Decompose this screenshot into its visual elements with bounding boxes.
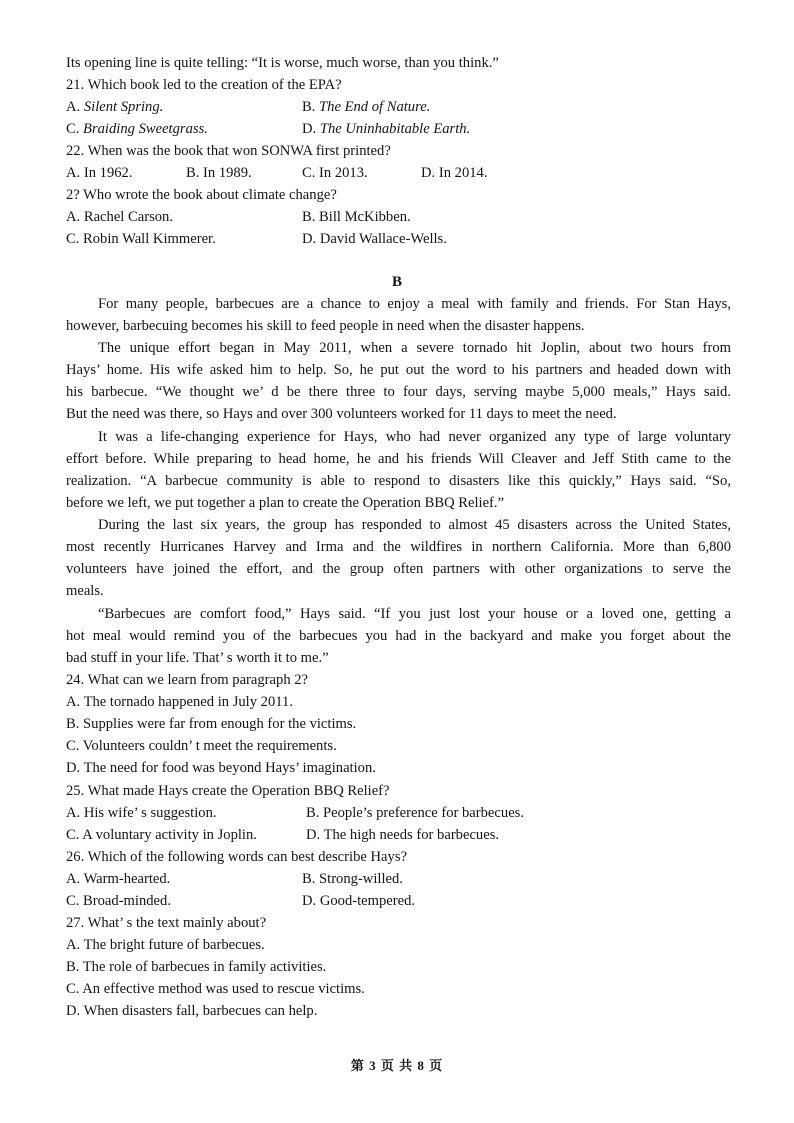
q22-option-d: D. In 2014. xyxy=(421,165,488,181)
option-text: The Uninhabitable Earth. xyxy=(319,121,471,137)
q26-stem: 26. Which of the following words can best describe Hays? xyxy=(66,849,407,865)
intro-line: Its opening line is quite telling: “It is worse, much worse, than you think.” xyxy=(66,55,499,71)
paragraph-4-line: volunteers have joined the effort, and the group often partners with other organizations to serve the xyxy=(66,561,731,577)
q25-stem: 25. What made Hays create the Operation BBQ Relief? xyxy=(66,783,390,799)
q25-option-d: D. The high needs for barbecues. xyxy=(306,827,500,843)
q22-option-b: B. In 1989. xyxy=(186,165,252,181)
q24-option-b: B. Supplies were far from enough for the victims. xyxy=(66,716,357,732)
q21-stem: 21. Which book led to the creation of the EPA? xyxy=(66,77,342,93)
option-text: Silent Spring. xyxy=(83,99,164,115)
q24-option-c: C. Volunteers couldn’ t meet the requirements. xyxy=(66,738,337,754)
q26-option-a: A. Warm-hearted. xyxy=(66,871,171,887)
paragraph-2-line: But the need was there, so Hays and over 300 volunteers worked for 11 days to meet the need. xyxy=(66,406,617,422)
q26-option-c: C. Broad-minded. xyxy=(66,893,171,909)
q27-stem: 27. What’ s the text mainly about? xyxy=(66,915,267,931)
paragraph-4-line: meals. xyxy=(66,583,104,599)
q21-option-d xyxy=(302,122,470,137)
q21-option-c xyxy=(66,122,208,137)
q24-option-d: D. The need for food was beyond Hays’ imagination. xyxy=(66,760,376,776)
option-text: Braiding Sweetgrass. xyxy=(83,121,208,137)
q23-stem: 2? Who wrote the book about climate change? xyxy=(66,187,337,203)
option-label: A. xyxy=(66,99,84,115)
q24-stem: 24. What can we learn from paragraph 2? xyxy=(66,672,309,688)
q24-option-a: A. The tornado happened in July 2011. xyxy=(66,694,293,710)
paragraph-5-line: bad stuff in your life. That’ s worth it to me.” xyxy=(66,650,329,666)
q23-option-a: A. Rachel Carson. xyxy=(66,209,173,225)
paragraph-4-line: most recently Hurricanes Harvey and Irma and the wildfires in northern California. More than 6,800 xyxy=(66,539,731,555)
page-number-footer: 第 3 页 共 8 页 xyxy=(350,1058,444,1073)
paragraph-5-line: “Barbecues are comfort food,” Hays said. “If you just lost your house or a loved one, getting a xyxy=(98,606,731,622)
section-heading: B xyxy=(391,274,402,290)
paragraph-3-line: effort before. While preparing to head home, he and his friends Will Cleaver and Jeff Stith came to the xyxy=(66,451,731,467)
paragraph-2-line: his barbecue. “We thought we’ d be there three to four days, serving maybe 5,000 meals,” Hays said. xyxy=(66,384,731,400)
q23-option-b: B. Bill McKibben. xyxy=(302,209,411,225)
q22-option-a: A. In 1962. xyxy=(66,165,133,181)
option-text: The End of Nature. xyxy=(319,99,431,115)
paragraph-1-line: For many people, barbecues are a chance to enjoy a meal with family and friends. For Stan Hays, xyxy=(98,296,731,312)
q23-option-c: C. Robin Wall Kimmerer. xyxy=(66,231,216,247)
option-label: D. xyxy=(302,121,320,137)
q25-option-b: B. People’s preference for barbecues. xyxy=(306,805,524,821)
paragraph-3-line: It was a life-changing experience for Hays, who had never organized any type of large voluntary xyxy=(98,429,731,445)
paragraph-3-line: before we left, we put together a plan to create the Operation BBQ Relief.” xyxy=(66,495,505,511)
q21-option-a xyxy=(66,100,163,115)
q21-option-b xyxy=(302,100,430,115)
paragraph-4-line: During the last six years, the group has responded to almost 45 disasters across the United States, xyxy=(98,517,731,533)
paragraph-1-line: however, barbecuing becomes his skill to feed people in need when the disaster happens. xyxy=(66,318,585,334)
q27-option-b: B. The role of barbecues in family activities. xyxy=(66,959,327,975)
q25-option-a: A. His wife’ s suggestion. xyxy=(66,805,217,821)
q25-option-c: C. A voluntary activity in Joplin. xyxy=(66,827,257,843)
q22-option-c: C. In 2013. xyxy=(302,165,368,181)
q27-option-c: C. An effective method was used to rescue victims. xyxy=(66,981,365,997)
paragraph-2-line: The unique effort began in May 2011, when a severe tornado hit Joplin, about two hours from xyxy=(98,340,731,356)
q27-option-d: D. When disasters fall, barbecues can help. xyxy=(66,1003,318,1019)
q26-option-b: B. Strong-willed. xyxy=(302,871,403,887)
q27-option-a: A. The bright future of barbecues. xyxy=(66,937,265,953)
paragraph-2-line: Hays’ home. His wife asked him to help. So, he put out the word to his partners and headed down with xyxy=(66,362,731,378)
paragraph-5-line: hot meal would remind you of the barbecues you had in the backyard and make you forget about the xyxy=(66,628,731,644)
q23-option-d: D. David Wallace-Wells. xyxy=(302,231,447,247)
option-label: C. xyxy=(66,121,84,137)
paragraph-3-line: realization. “A barbecue community is able to respond to disasters like this quickly,” Hays said. “So, xyxy=(66,473,731,489)
q26-option-d: D. Good-tempered. xyxy=(302,893,416,909)
option-label: B. xyxy=(302,99,320,115)
q22-stem: 22. When was the book that won SONWA first printed? xyxy=(66,143,391,159)
